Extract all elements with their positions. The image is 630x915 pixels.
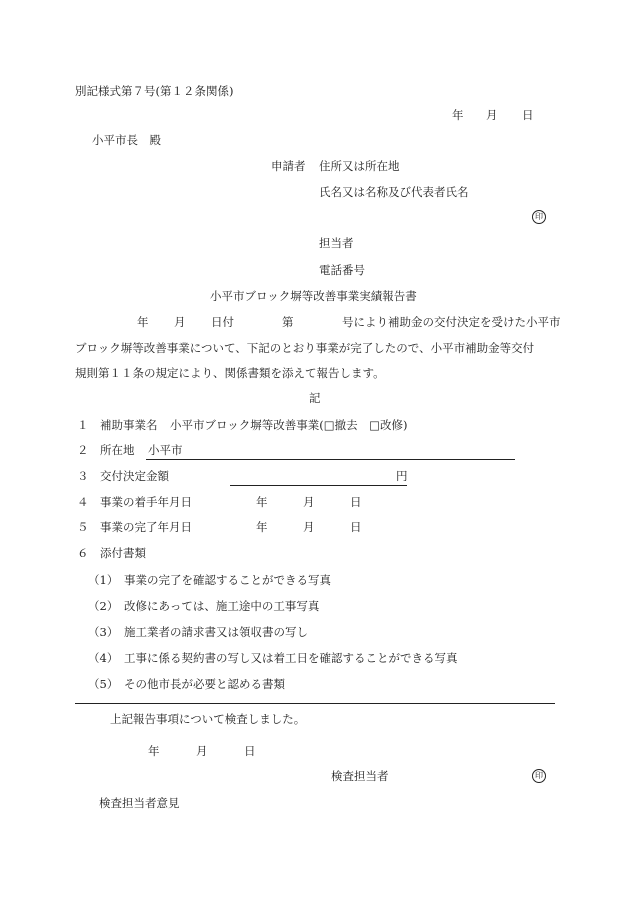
body-day-suffix: 日付 <box>211 315 234 329</box>
attachment-5-number: （5） <box>88 677 119 691</box>
attachment-2-number: （2） <box>88 599 119 613</box>
amount-underline <box>230 485 407 486</box>
attachment-3-number: （3） <box>88 625 119 639</box>
contact-person-label: 担当者 <box>319 236 354 250</box>
date-top-month: 月 <box>486 108 498 122</box>
inspection-month: 月 <box>196 744 208 758</box>
seal-icon: 印 <box>532 210 546 224</box>
date-top-day: 日 <box>522 108 534 122</box>
item-1-value: 小平市ブロック塀等改善事業(□撤去 □改修) <box>170 418 408 432</box>
body-dai: 第 <box>282 315 294 329</box>
attachment-4-text: 工事に係る契約書の写し又は着工日を確認することができる写真 <box>124 651 458 665</box>
item-6-number: ６ <box>77 546 89 560</box>
phone-number-label: 電話番号 <box>319 263 365 277</box>
body-line2: ブロック塀等改善事業について、下記のとおり事業が完了したので、小平市補助金等交付 <box>75 341 535 355</box>
item-4-month: 月 <box>303 495 315 509</box>
document-title: 小平市ブロック塀等改善事業実績報告書 <box>210 289 417 303</box>
ki-heading: 記 <box>309 391 321 405</box>
item-5-number: ５ <box>77 520 89 534</box>
form-number: 別記様式第７号(第１２条関係) <box>75 84 234 98</box>
inspection-statement: 上記報告事項について検査しました。 <box>110 712 306 726</box>
item-1-number: １ <box>77 418 89 432</box>
body-month: 月 <box>174 315 186 329</box>
item-3-label: 交付決定金額 <box>100 469 169 483</box>
item-6-label: 添付書類 <box>100 546 146 560</box>
item-5-day: 日 <box>350 520 362 534</box>
addressee: 小平市長 殿 <box>92 133 161 147</box>
item-1-label: 補助事業名 <box>100 418 158 432</box>
attachment-1-text: 事業の完了を確認することができる写真 <box>124 573 331 587</box>
inspector-opinion-label: 検査担当者意見 <box>99 796 180 810</box>
attachment-1-number: （1） <box>88 573 119 587</box>
inspection-day: 日 <box>244 744 256 758</box>
item-2-number: ２ <box>77 443 89 457</box>
inspector-label: 検査担当者 <box>331 769 389 783</box>
item-2-value: 小平市 <box>148 443 183 457</box>
applicant-address-label: 住所又は所在地 <box>319 159 400 173</box>
body-line3: 規則第１１条の規定により、関係書類を添えて報告します。 <box>75 366 385 380</box>
item-4-label: 事業の着手年月日 <box>100 495 192 509</box>
date-top-year: 年 <box>452 108 464 122</box>
item-3-number: ３ <box>77 469 89 483</box>
item-4-year: 年 <box>256 495 268 509</box>
item-2-label: 所在地 <box>100 443 135 457</box>
applicant-label: 申請者 <box>271 159 306 173</box>
inspection-year: 年 <box>148 744 160 758</box>
attachment-5-text: その他市長が必要と認める書類 <box>124 677 285 691</box>
item-3-unit: 円 <box>396 469 408 483</box>
body-year: 年 <box>137 315 149 329</box>
item-4-day: 日 <box>350 495 362 509</box>
attachment-2-text: 改修にあっては、施工途中の工事写真 <box>124 599 320 613</box>
item-5-year: 年 <box>256 520 268 534</box>
item-5-label: 事業の完了年月日 <box>100 520 192 534</box>
address-underline <box>146 459 515 460</box>
applicant-name-label: 氏名又は名称及び代表者氏名 <box>319 185 469 199</box>
item-5-month: 月 <box>303 520 315 534</box>
item-4-number: ４ <box>77 495 89 509</box>
body-line1-rest: 号により補助金の交付決定を受けた小平市 <box>342 315 561 329</box>
attachment-4-number: （4） <box>88 651 119 665</box>
section-divider <box>75 703 555 704</box>
inspector-seal-icon: 印 <box>532 769 546 783</box>
attachment-3-text: 施工業者の請求書又は領収書の写し <box>124 625 308 639</box>
